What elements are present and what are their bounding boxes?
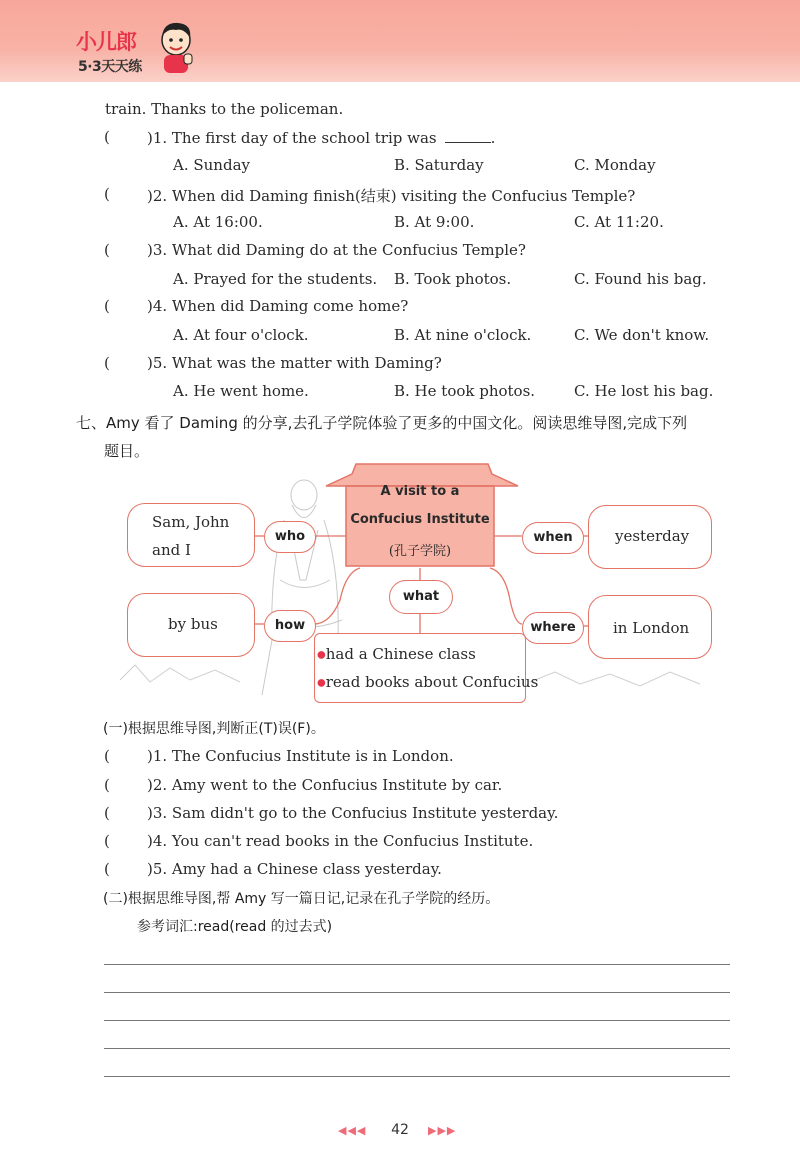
option-a[interactable]: A. At 16:00.: [173, 213, 263, 231]
next-arrows-icon: ▶▶▶: [428, 1124, 457, 1137]
option-c[interactable]: C. Found his bag.: [574, 270, 707, 288]
blank-period: .: [490, 129, 496, 147]
answer-paren[interactable]: (: [104, 747, 110, 765]
boy-thumbs-up-icon: [156, 18, 196, 78]
what-item-text: had a Chinese class: [325, 645, 476, 663]
mindmap-center-line2: Confucius Institute: [350, 512, 490, 527]
vocab-hint: 参考词汇:read(read 的过去式): [137, 919, 333, 935]
option-a[interactable]: A. Prayed for the students.: [173, 270, 378, 288]
when-value-box: [588, 505, 712, 569]
option-b[interactable]: B. He took photos.: [394, 382, 536, 400]
answer-paren[interactable]: (: [104, 297, 110, 315]
question-text: )2. When did Daming finish(结束) visiting the Confucius Temple?: [147, 187, 636, 205]
who-value-line1: Sam, John: [152, 513, 230, 531]
tf-statement: )3. Sam didn't go to the Confucius Institute yesterday.: [147, 804, 559, 822]
writing-line[interactable]: [104, 1076, 730, 1077]
who-label: who: [264, 521, 316, 553]
option-b[interactable]: B. Took photos.: [394, 270, 512, 288]
option-b[interactable]: B. At nine o'clock.: [394, 326, 532, 344]
fill-blank[interactable]: [445, 128, 491, 143]
who-value-box: [127, 503, 255, 567]
how-value-box: [127, 593, 255, 657]
tf-statement: )4. You can't read books in the Confucius Institute.: [147, 832, 534, 850]
what-item: [317, 673, 538, 691]
option-b[interactable]: B. Saturday: [394, 156, 484, 174]
mindmap-center-line1: A visit to a: [380, 484, 460, 499]
writing-line[interactable]: [104, 1048, 730, 1049]
passage-end: train. Thanks to the policeman.: [105, 100, 344, 118]
question-text: )3. What did Daming do at the Confucius Temple?: [147, 241, 526, 259]
part-2-title: (二)根据思维导图,帮 Amy 写一篇日记,记录在孔子学院的经历。: [103, 891, 500, 907]
option-a[interactable]: A. He went home.: [173, 382, 309, 400]
what-item: [317, 645, 476, 663]
brand-title: 小儿郎: [76, 30, 136, 54]
writing-line[interactable]: [104, 1020, 730, 1021]
section-7-title-cont: 题目。: [104, 442, 150, 460]
bullet-icon: ●: [317, 649, 326, 661]
page-number: 42: [391, 1122, 409, 1138]
where-label: where: [522, 612, 584, 644]
answer-paren[interactable]: (: [104, 185, 110, 203]
mindmap-center-line3: (孔子学院): [388, 544, 452, 559]
tf-statement: )1. The Confucius Institute is in London.: [147, 747, 454, 765]
option-a[interactable]: A. Sunday: [173, 156, 250, 174]
brand-logo: [72, 26, 192, 84]
option-a[interactable]: A. At four o'clock.: [173, 326, 309, 344]
how-value: by bus: [168, 615, 218, 633]
option-c[interactable]: C. He lost his bag.: [574, 382, 714, 400]
who-value-line2: and I: [152, 541, 191, 559]
question-stem: )1. The first day of the school trip was: [147, 129, 437, 147]
when-value: yesterday: [615, 527, 690, 545]
writing-line[interactable]: [104, 964, 730, 965]
answer-paren[interactable]: (: [104, 128, 110, 146]
brand-subtitle: 5·3天天练: [78, 59, 142, 75]
tf-statement: )5. Amy had a Chinese class yesterday.: [147, 860, 442, 878]
section-7-title: 七、Amy 看了 Daming 的分享,去孔子学院体验了更多的中国文化。阅读思维导图,完成下列: [76, 414, 688, 432]
part-1-title: (一)根据思维导图,判断正(T)误(F)。: [103, 721, 325, 737]
option-c[interactable]: C. At 11:20.: [574, 213, 664, 231]
where-value-box: [588, 595, 712, 659]
how-label: how: [264, 610, 316, 642]
answer-paren[interactable]: (: [104, 776, 110, 794]
prev-arrows-icon: ◀◀◀: [338, 1124, 367, 1137]
when-label: when: [522, 522, 584, 554]
answer-paren[interactable]: (: [104, 860, 110, 878]
question-text: [147, 128, 495, 147]
what-value-box: [314, 633, 539, 703]
tf-statement: )2. Amy went to the Confucius Institute by car.: [147, 776, 503, 794]
answer-paren[interactable]: (: [104, 832, 110, 850]
what-label: what: [389, 580, 453, 614]
what-item-text: read books about Confucius: [325, 673, 539, 691]
option-b[interactable]: B. At 9:00.: [394, 213, 475, 231]
option-c[interactable]: C. We don't know.: [574, 326, 710, 344]
answer-paren[interactable]: (: [104, 354, 110, 372]
answer-paren[interactable]: (: [104, 804, 110, 822]
question-text: )4. When did Daming come home?: [147, 297, 409, 315]
where-value: in London: [613, 619, 690, 637]
answer-paren[interactable]: (: [104, 241, 110, 259]
option-c[interactable]: C. Monday: [574, 156, 656, 174]
writing-line[interactable]: [104, 992, 730, 993]
bullet-icon: ●: [317, 677, 326, 689]
question-text: )5. What was the matter with Daming?: [147, 354, 442, 372]
